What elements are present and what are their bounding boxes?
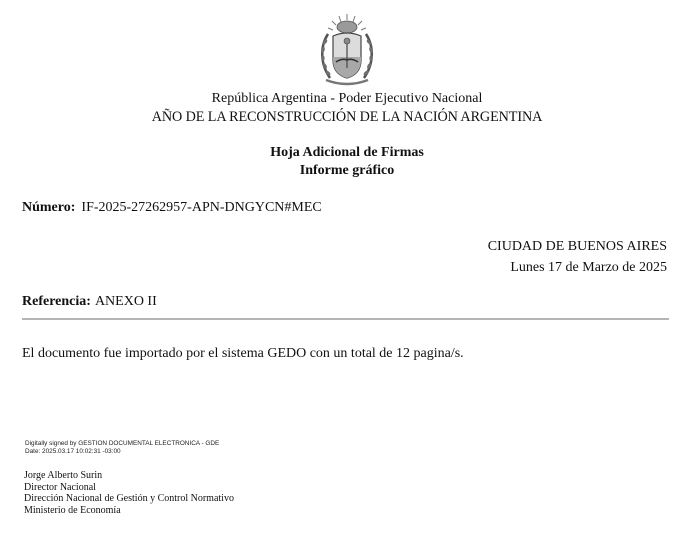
document-title: Hoja Adicional de Firmas xyxy=(270,145,424,160)
reference-label: Referencia: xyxy=(22,294,91,309)
signer-block xyxy=(24,470,234,516)
signer-role: Director Nacional xyxy=(24,481,96,493)
body-text: El documento fue importado por el sistema GEDO con un total de 12 pagina/s. xyxy=(22,346,464,361)
document-number-label: Número: xyxy=(22,200,76,215)
coat-of-arms-icon xyxy=(316,12,378,88)
signer-ministry: Ministerio de Economía xyxy=(24,504,121,516)
header-line-1: República Argentina - Poder Ejecutivo Nacional xyxy=(211,91,483,106)
city: CIUDAD DE BUENOS AIRES xyxy=(487,239,667,254)
reference-value: ANEXO II xyxy=(94,294,157,309)
signer-name: Jorge Alberto Surin xyxy=(24,470,103,481)
document-subtitle: Informe gráfico xyxy=(299,163,395,178)
digital-signature-stamp xyxy=(25,440,219,455)
signer-office: Dirección Nacional de Gestión y Control Normativo xyxy=(24,493,234,505)
digital-signature-date: Date: 2025.03.17 10:02:31 -03:00 xyxy=(25,447,121,455)
divider xyxy=(22,318,669,320)
document-date: Lunes 17 de Marzo de 2025 xyxy=(510,260,667,275)
document-number xyxy=(22,200,322,216)
digital-signature-signed-by: Digitally signed by GESTION DOCUMENTAL ELECTRONICA - GDE xyxy=(25,440,220,447)
reference xyxy=(22,294,157,310)
document-number-value: IF-2025-27262957-APN-DNGYCN#MEC xyxy=(81,200,322,215)
header-line-2: AÑO DE LA RECONSTRUCCIÓN DE LA NACIÓN ARGENTINA xyxy=(151,109,543,125)
